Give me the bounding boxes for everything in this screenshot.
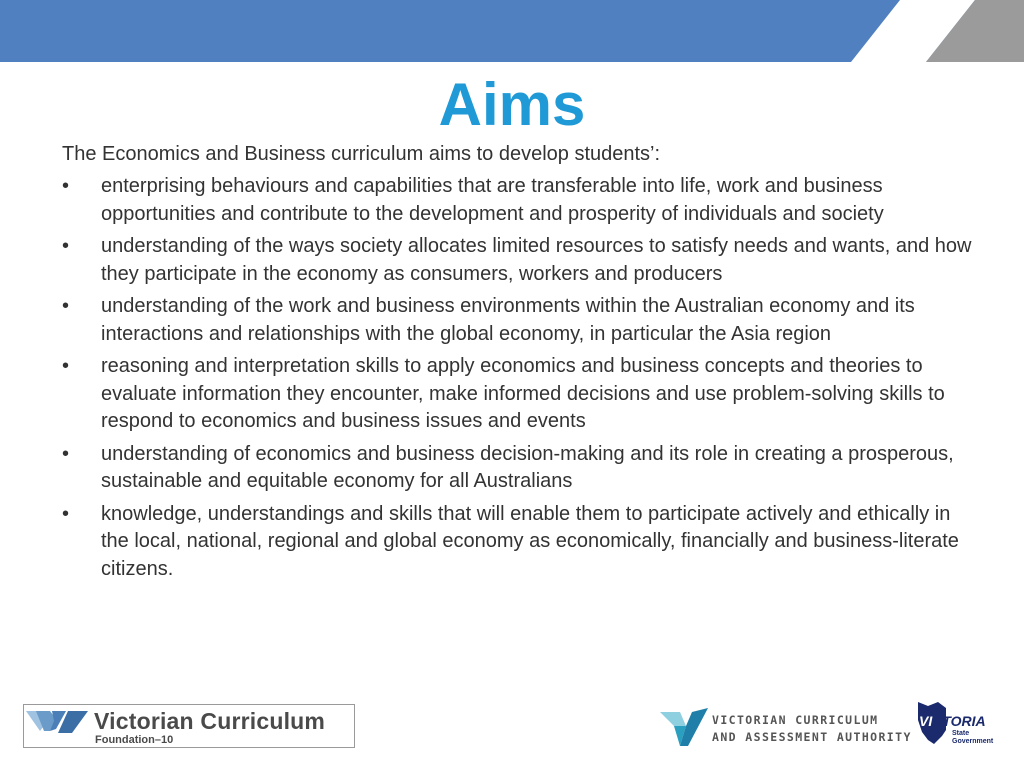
top-banner [0, 0, 1024, 62]
list-item-text: knowledge, understandings and skills that will enable them to participate actively and ethically in the local, national, regional and global economy as economically, financially and business-literate citizens. [101, 502, 959, 580]
vc-logo-subtitle: Foundation–10 [95, 734, 174, 746]
bullet-icon: • [62, 175, 70, 197]
vcaa-v-icon [660, 704, 708, 748]
vc-logo-name: Victorian Curriculum [94, 708, 326, 734]
list-item-text: understanding of the ways society allocates limited resources to satisfy needs and wants, and how they participate in the economy as consumers, workers and producers [101, 235, 972, 285]
vcaa-logo [660, 702, 912, 750]
vic-logo-state: State [952, 730, 970, 737]
bullet-icon: • [62, 442, 70, 465]
list-item [62, 293, 972, 348]
list-item [62, 173, 972, 228]
list-item-text: reasoning and interpretation skills to apply economics and business concepts and theories to evaluate information they encounter, make informed decisions and use problem-solving skills to respond to economics and business issues and events [101, 355, 945, 432]
bullet-icon: • [62, 502, 70, 525]
slide-body [62, 141, 972, 588]
victorian-curriculum-logo [23, 704, 355, 748]
vcaa-logo-line1: VICTORIAN CURRICULUM [712, 713, 879, 727]
list-item-text: understanding of economics and business decision-making and its role in creating a prosperous, sustainable and equitable economy for all Australians [101, 442, 954, 492]
vic-logo-word-part2: CTORIA [932, 713, 986, 729]
vcaa-logo-line2: AND ASSESSMENT AUTHORITY [712, 730, 912, 744]
list-item [62, 441, 972, 496]
list-item-text: understanding of the work and business environments within the Australian economy and its interactions and relationships with the global economy, in particular the Asia region [101, 295, 915, 345]
vc-chevron-icon [26, 709, 90, 735]
vic-logo-word-part1: VI [919, 713, 933, 729]
victoria-state-government-logo [916, 700, 1006, 750]
list-item-text: enterprising behaviours and capabilities that are transferable into life, work and business opportunities and contribute to the development and prosperity of individuals and society [101, 175, 884, 225]
bullet-icon: • [62, 295, 70, 317]
intro-text: The Economics and Business curriculum aims to develop students’: [62, 143, 661, 165]
aims-list [62, 173, 972, 583]
list-item [62, 353, 972, 436]
list-item [62, 233, 972, 288]
vic-logo-government: Government [952, 738, 994, 745]
bullet-icon: • [62, 235, 70, 257]
vic-logo-state-government [952, 730, 993, 746]
bullet-icon: • [62, 355, 70, 377]
slide-title: Aims [438, 71, 586, 138]
vic-logo-word [919, 713, 986, 729]
list-item [62, 501, 972, 584]
